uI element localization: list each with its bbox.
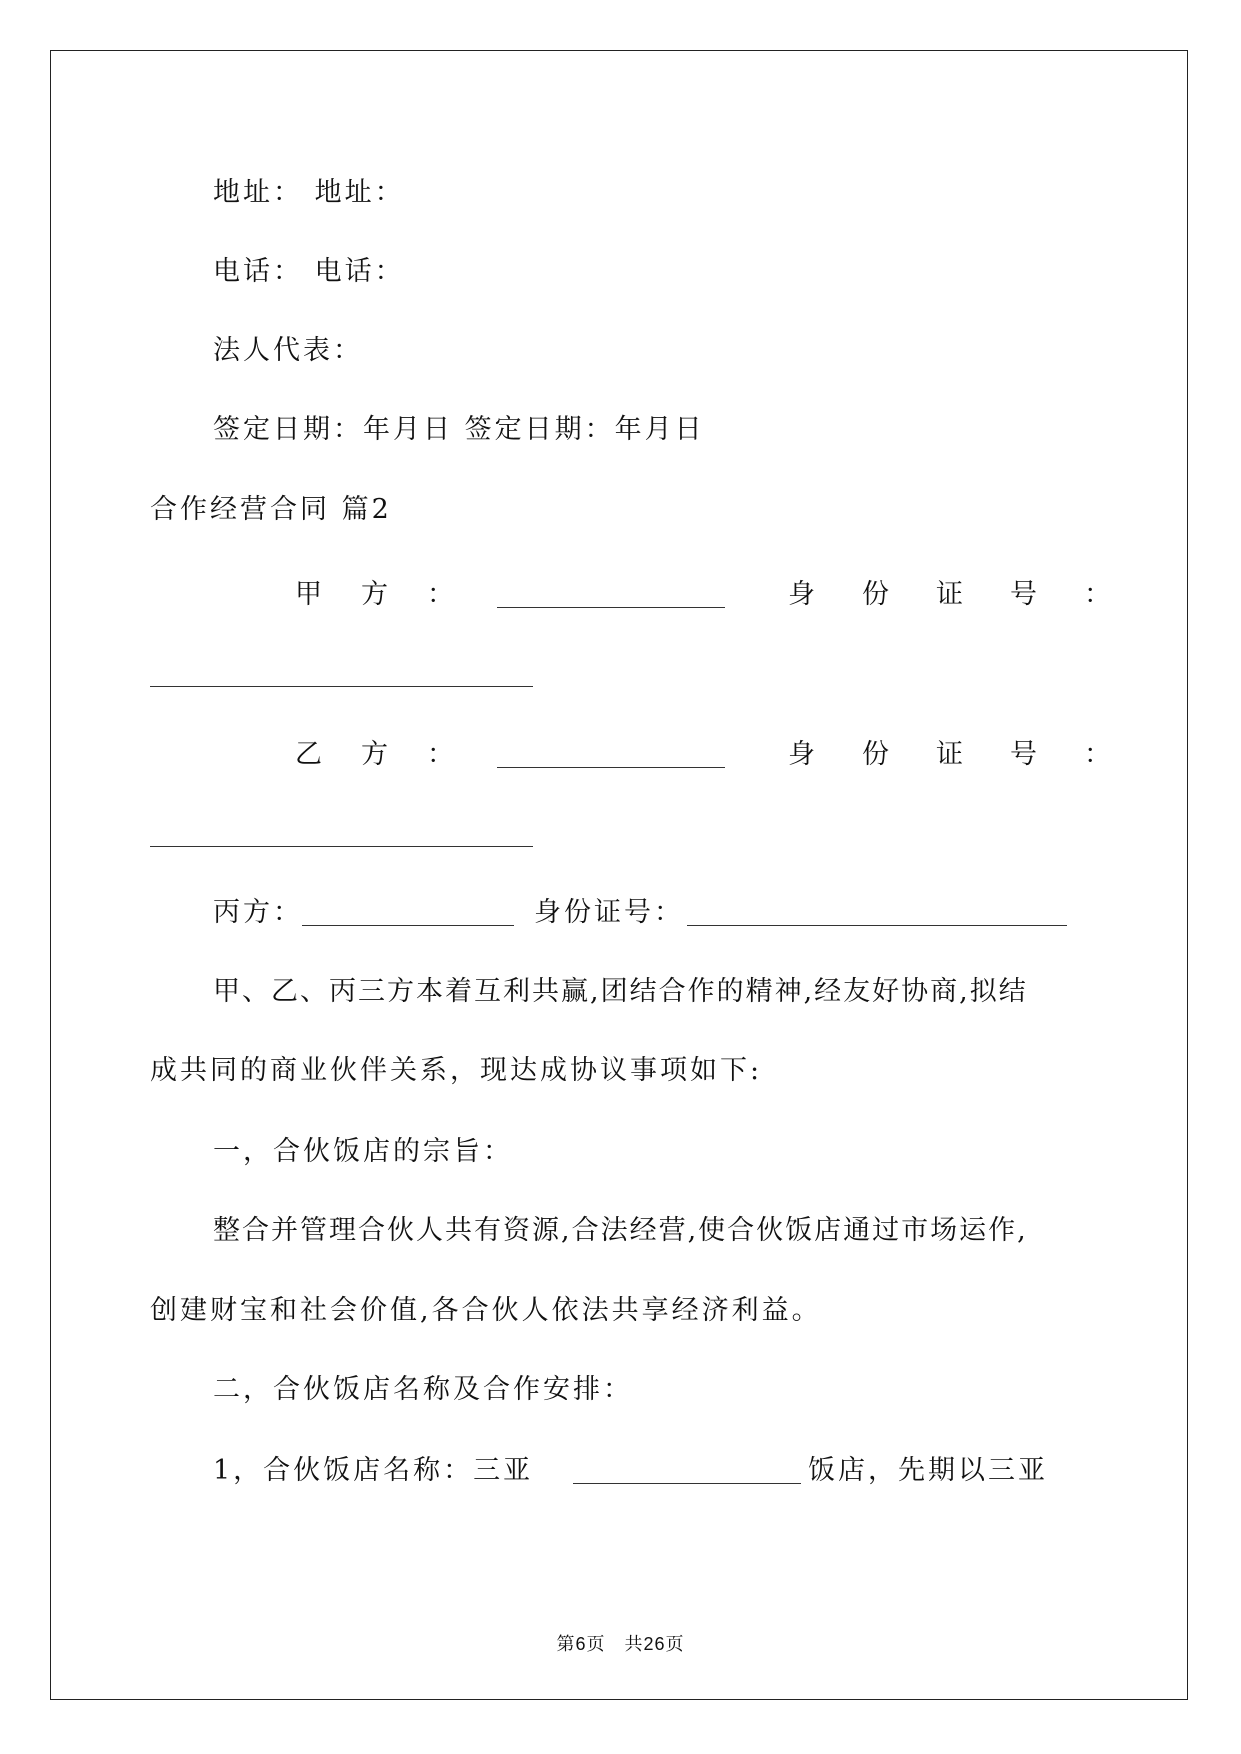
section-1-title: 一，合伙饭店的宗旨：	[213, 1136, 513, 1167]
party-a-blank[interactable]	[497, 585, 725, 608]
footer-page-number: 6	[575, 1634, 587, 1654]
section-2-title: 二，合伙饭店名称及合作安排：	[213, 1374, 633, 1405]
party-c-id-blank[interactable]	[687, 903, 1067, 926]
section-heading: 合作经营合同 篇2	[150, 494, 392, 525]
section-1-paragraph-line-1: 整合并管理合伙人共有资源,合法经营,使合伙饭店通过市场运作,	[213, 1215, 1028, 1246]
restaurant-name-blank[interactable]	[573, 1461, 801, 1484]
sign-date-line: 签定日期：年月日 签定日期：年月日	[213, 414, 705, 445]
section-1-paragraph-line-2: 创建财宝和社会价值,各合伙人依法共享经济利益。	[150, 1295, 822, 1326]
section-2-item-1-end: 饭店，先期以三亚	[808, 1455, 1048, 1486]
intro-paragraph-line-1: 甲、乙、丙三方本着互利共赢,团结合作的精神,经友好协商,拟结	[213, 976, 1028, 1007]
party-b-blank[interactable]	[497, 745, 725, 768]
footer-mid: 页 共	[586, 1634, 644, 1655]
footer-prefix: 第	[556, 1634, 576, 1655]
party-c-id-label: 身份证号：	[534, 897, 684, 928]
page-footer	[0, 1633, 1241, 1656]
legal-rep-line: 法人代表：	[213, 335, 363, 366]
party-b-label: 乙 方 ：	[295, 739, 460, 770]
footer-total-pages: 26	[643, 1634, 666, 1654]
party-a-id-label: 身 份 证 号 ：	[788, 579, 1121, 610]
party-b-id-blank[interactable]	[150, 824, 533, 847]
footer-suffix: 页	[665, 1634, 685, 1655]
party-c-blank[interactable]	[302, 903, 514, 926]
party-c-label: 丙方：	[213, 897, 303, 928]
address-line: 地址： 地址：	[213, 177, 405, 208]
page-frame	[50, 50, 1188, 1700]
party-a-id-blank[interactable]	[150, 664, 533, 687]
party-b-id-label: 身 份 证 号 ：	[788, 739, 1121, 770]
phone-line: 电话： 电话：	[213, 256, 405, 287]
intro-paragraph-line-2: 成共同的商业伙伴关系，现达成协议事项如下:	[150, 1055, 763, 1086]
party-a-label: 甲 方 ：	[295, 579, 460, 610]
section-2-item-1-start: 1，合伙饭店名称：三亚	[213, 1455, 534, 1486]
